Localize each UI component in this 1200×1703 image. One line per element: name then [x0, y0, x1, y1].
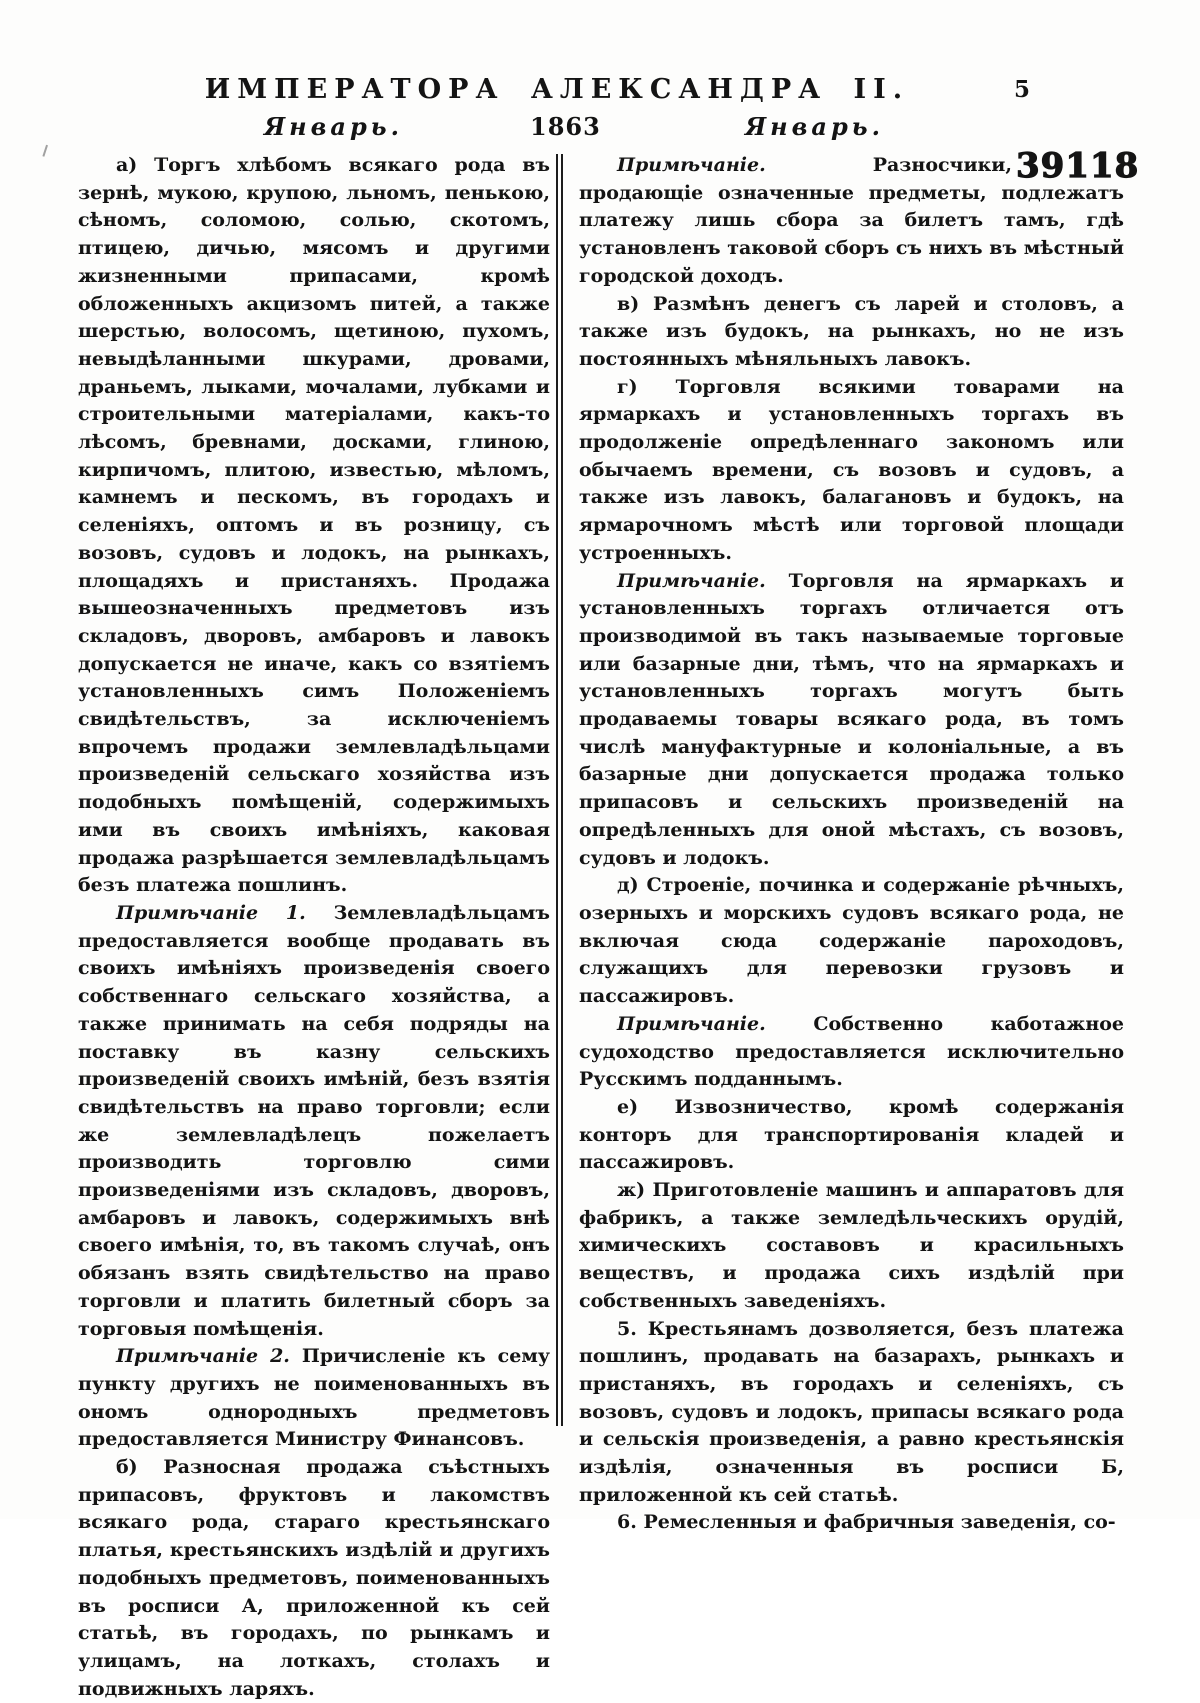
paragraph: ж) Приготовленіе машинъ и аппаратовъ для фабрикъ, а также земледѣльческихъ орудій, химическихъ составовъ и красильныхъ веществъ, и продажа сихъ издѣлій при собственныхъ заведеніяхъ. — [579, 1179, 1124, 1312]
paragraph: Примѣчаніе 1. Землевладѣльцамъ предоставляется вообще продавать въ своихъ имѣніяхъ произведенія своего собственнаго сельскаго хозяйства, а также принимать на себя подряды на поставку въ казну сельскихъ произведеній своихъ имѣній, безъ взятія свидѣтельствъ на право торговли; если же землевладѣлецъ пожелаетъ производить торговлю сими произведеніями изъ складовъ, дворовъ, амбаровъ и лавокъ, содержимыхъ внѣ своего имѣнія, то, въ такомъ случаѣ, онъ обязанъ взять свидѣтельство на право торговли и платить билетный сборъ за торговыя помѣщенія. — [78, 901, 550, 1340]
paragraph: г) Торговля всякими товарами на ярмаркахъ и установленныхъ торгахъ въ продолженіе опредѣленнаго закономъ или обычаемъ времени, съ возовъ и судовъ, а также изъ лавокъ, балагановъ и будокъ, на ярмарочномъ мѣстѣ или торговой площади устроенныхъ. — [579, 375, 1124, 564]
act-number: 39118 — [1016, 146, 1140, 186]
note-lead-label: Примѣчаніе. — [617, 154, 873, 176]
note-lead-label: Примѣчаніе. — [617, 1012, 814, 1035]
paragraph: в) Размѣнъ денегъ съ ларей и столовъ, а также изъ будокъ, на рынкахъ, но не изъ постоянныхъ мѣняльныхъ лавокъ. — [579, 292, 1124, 370]
stray-ink-mark — [42, 145, 55, 160]
column-divider-rule — [556, 154, 563, 1426]
paragraph: 5. Крестьянамъ дозволяется, безъ платежа пошлинъ, продавать на базарахъ, рынкахъ и пристаняхъ, въ городахъ и селеніяхъ, съ возовъ, судовъ и лодокъ, припасы всякаго рода и сельскія произведенія, а равно крестьянскія издѣлія, означенныя въ росписи Б, приложенной къ сей статьѣ. — [579, 1317, 1124, 1506]
left-text-column — [78, 152, 550, 1703]
paragraph: е) Извозничество, кромѣ содержанія конторъ для транспортированія кладей и пассажировъ. — [579, 1095, 1124, 1174]
right-text-column — [579, 152, 1124, 1537]
note-lead-label: Примѣчаніе 2. — [116, 1345, 302, 1368]
running-head-year: 1863 — [530, 112, 601, 141]
two-column-text-block — [78, 152, 1125, 1700]
paragraph: Примѣчаніе. Торговля на ярмаркахъ и установленныхъ торгахъ отличается отъ производимой въ такъ называемые торговые или базарные дни, тѣмъ, что на ярмаркахъ и установленныхъ торгахъ могутъ быть продаваемы товары всякаго рода, въ томъ числѣ мануфактурные и колоніальные, а въ базарные дни допускается продажа только припасовъ и сельскихъ произведеній на опредѣленныхъ для оной мѣстахъ, съ возовъ, судовъ и лодокъ. — [579, 569, 1125, 869]
paragraph: а) Торгъ хлѣбомъ всякаго рода въ зернѣ, мукою, крупою, льномъ, пенькою, сѣномъ, соломою, солью, скотомъ, птицею, дичью, мясомъ и другими жизненными припасами, кромѣ обложенныхъ акцизомъ питей, а также шерстью, волосомъ, щетиною, пухомъ, невыдѣланными шкурами, дровами, драньемъ, лыками, мочалами, лубками и строительными матеріалами, какъ-то лѣсомъ, бревнами, досками, глиною, кирпичомъ, плитою, известью, мѣломъ, камнемъ и пескомъ, въ городахъ и селеніяхъ, оптомъ и въ розницу, съ возовъ, судовъ и лодокъ, на рынкахъ, площадяхъ и пристаняхъ. Продажа вышеозначенныхъ предметовъ изъ складовъ, дворовъ, амбаровъ и лавокъ допускается не иначе, какъ со взятіемъ установленныхъ симъ Положеніемъ свидѣтельствъ, за исключеніемъ впрочемъ продажи землевладѣльцами произведеній сельскаго хозяйства изъ подобныхъ помѣщеній, содержимыхъ ими въ своихъ имѣніяхъ, каковая продажа разрѣшается землевладѣльцамъ безъ платежа пошлинъ. — [78, 154, 550, 897]
act-number-gap — [1012, 152, 1124, 178]
paragraph: Примѣчаніе. Разносчики, продающіе означенные предметы, подлежатъ платежу лишь сбора за билетъ тамъ, гдѣ установленъ таковой сборъ съ нихъ въ мѣстный городской доходъ. — [579, 154, 1124, 287]
running-head-month-left: Январь. — [264, 112, 403, 141]
note-lead-label: Примѣчаніе. — [617, 569, 789, 592]
paragraph: 6. Ремесленныя и фабричныя заведенія, со- — [617, 1511, 1116, 1534]
page-header-title: ИМПЕРАТОРА АЛЕКСАНДРА II. — [204, 74, 910, 105]
page-number: 5 — [1014, 76, 1031, 103]
paragraph: б) Разносная продажа съѣстныхъ припасовъ, фруктовъ и лакомствъ всякаго рода, стараго крестьянскаго платья, крестьянскихъ издѣлій и другихъ подобныхъ предметовъ, поименованныхъ въ росписи А, приложенной къ сей статьѣ, въ городахъ, по рынкамъ и улицамъ, на лоткахъ, столахъ и подвижныхъ ларяхъ. — [78, 1456, 550, 1700]
note-lead-label: Примѣчаніе 1. — [116, 901, 334, 924]
paragraph: д) Строеніе, починка и содержаніе рѣчныхъ, озерныхъ и морскихъ судовъ всякаго рода, не включая сюда содержаніе пароходовъ, служащихъ для перевозки грузовъ и пассажировъ. — [579, 874, 1124, 1008]
running-head-month-right: Январь. — [745, 112, 884, 141]
paragraph: Примѣчаніе 2. Причисленіе къ сему пункту другихъ не поименованныхъ въ ономъ однородныхъ предметовъ предоставляется Министру Финансовъ. — [78, 1345, 550, 1451]
paragraph: Примѣчаніе. Собственно каботажное судоходство предоставляется исключительно Русскимъ подданнымъ. — [579, 1012, 1124, 1091]
